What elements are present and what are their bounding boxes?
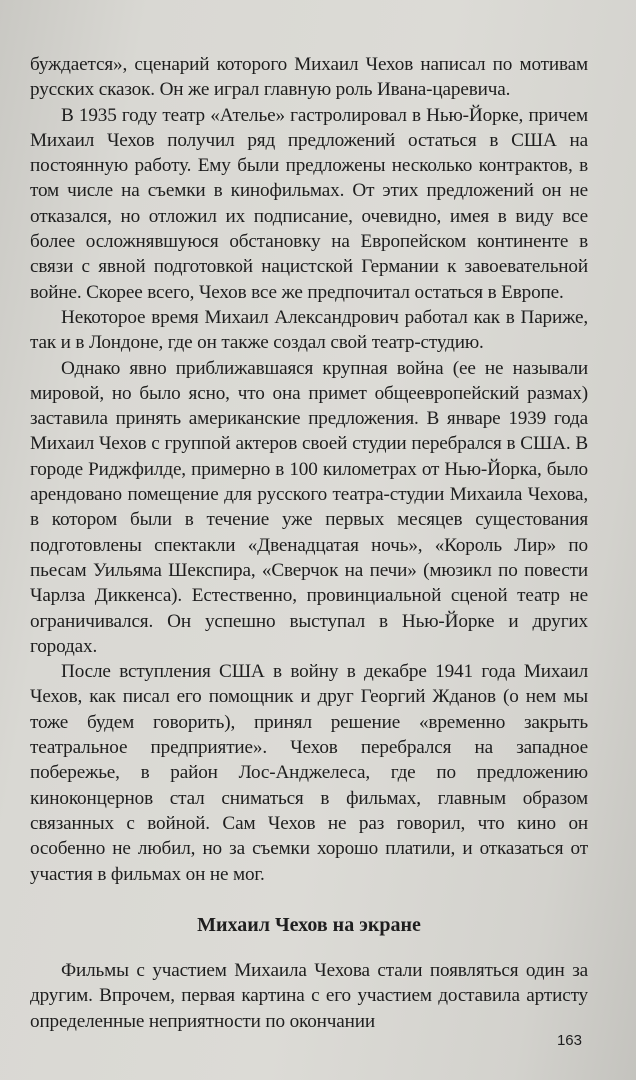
paragraph-1935-tour: В 1935 году театр «Ателье» гастролировал в Нью-Йорке, причем Михаил Чехов получил ряд предложений остаться в США на постоянную работу. Ему были предложены несколько контрактов, в том числе на съемки в кинофильмах. От этих предложений он не отказался, но отложил их подписание, очевидно, имея в виду все более осложнявшуюся обстановку на Европейском континенте в связи с явной подготовкой нацистской Германии к завоевательной войне. Скорее всего, Чехов все же предпочитал остаться в Европе. (30, 104, 588, 303)
page-number: 163 (556, 1032, 582, 1049)
section-text (30, 958, 588, 1034)
main-text (30, 52, 588, 887)
paragraph-paris-london: Некоторое время Михаил Александрович работал как в Париже, так и в Лондоне, где он также создал свой театр-студию. (30, 306, 588, 354)
paragraph-move-to-usa: Однако явно приближавшаяся крупная война (ее не называли мировой, но было ясно, что она примет общеевропейский размах) заставила принять американские предложения. В январе 1939 года Михаил Чехов с группой актеров своей студии перебрался в США. В городе Риджфилде, примерно в 100 километрах от Нью-Йорка, было арендовано помещение для русского театра-студии Михаила Чехова, в котором были в течение уже первых месяцев сущестования подготовлены спектакли «Двенадцатая ночь», «Король Лир» по пьесам Уильяма Шекспира, «Сверчок на печи» (мюзикл по повести Чарлза Диккенса). Естественно, провинциальной сценой театр не ограничивался. Он успешно выступал в Нью-Йорке и других городах. (30, 357, 588, 657)
paragraph-films: Фильмы с участием Михаила Чехова стали появляться один за другим. Впрочем, первая картина с его участием доставила артисту определенные неприятности по окончании (30, 960, 588, 1032)
paragraph-continuation: буждается», сценарий которого Михаил Чехов написал по мотивам русских сказок. Он же играл главную роль Ивана-царевича. (30, 54, 588, 101)
section-heading: Михаил Чехов на экране (197, 914, 421, 936)
paragraph-war-hollywood: После вступления США в войну в декабре 1941 года Михаил Чехов, как писал его помощник и друг Георгий Жданов (о нем мы тоже будем говорить), принял решение «временно закрыть театральное предприятие». Чехов перебрался на западное побережье, в район Лос-Анджелеса, где по предложению киноконцернов стал сниматься в фильмах, главным образом связанных с войной. Сам Чехов не раз говорил, что кино он особенно не любил, но за съемки хорошо платили, и отказаться от участия в фильмах он не мог. (30, 661, 588, 885)
book-page (30, 52, 588, 1062)
